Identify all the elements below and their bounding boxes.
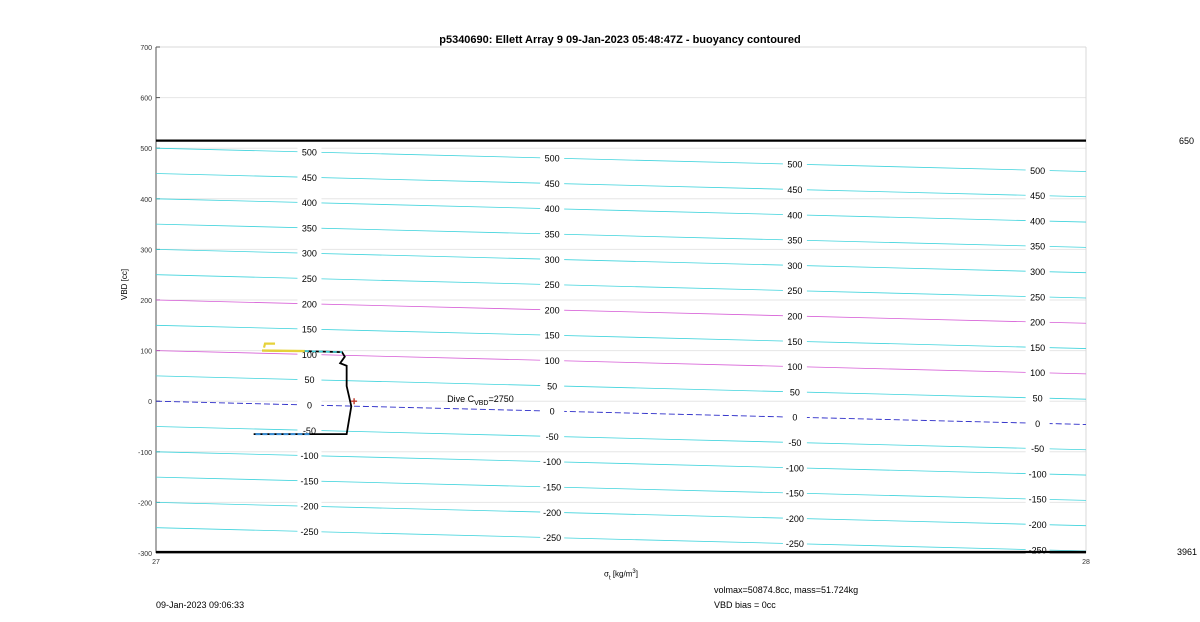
contour-line xyxy=(156,300,1086,323)
y-axis-label: VBD [cc] xyxy=(120,268,129,300)
contour-label: 50 xyxy=(1032,393,1043,404)
contour-line xyxy=(156,528,1086,551)
contour-label: 300 xyxy=(787,260,803,271)
contour-label: 0 xyxy=(792,412,798,423)
annotation-sub: VBD xyxy=(474,400,489,408)
contour-line xyxy=(156,376,1086,399)
contour-label: 250 xyxy=(301,274,317,285)
contour-label: 450 xyxy=(1030,191,1046,202)
y-tick-label: -300 xyxy=(137,551,152,558)
contour-label: -100 xyxy=(785,463,804,474)
contour-label: 100 xyxy=(787,362,803,373)
contour-line xyxy=(156,427,1086,450)
contour-label: -200 xyxy=(785,513,804,524)
y-tick-label: 500 xyxy=(140,146,152,154)
contour-label: 500 xyxy=(787,159,803,170)
contour-line xyxy=(156,174,1086,197)
contour-label: 500 xyxy=(1030,165,1046,176)
contour-line xyxy=(156,249,1086,272)
contour-label: 350 xyxy=(544,229,560,240)
contour-label: 100 xyxy=(301,349,317,360)
contour-label: -50 xyxy=(545,431,559,442)
contour-line xyxy=(156,452,1086,475)
top-line-right-label: 650 xyxy=(1179,136,1195,146)
contour-label: 250 xyxy=(787,286,803,297)
contour-line xyxy=(156,401,1086,424)
contour-label: 100 xyxy=(544,356,560,367)
dive-trace xyxy=(254,351,352,434)
bottom-line-right-label: 3961 xyxy=(1177,547,1198,557)
contour-label: 350 xyxy=(301,223,317,234)
contour-label: -150 xyxy=(543,482,562,493)
footer-volmax: volmax=50874.8cc, mass=51.724kg xyxy=(714,585,859,595)
contour-line xyxy=(156,325,1086,348)
contour-label: 50 xyxy=(304,375,315,386)
contour-label: -150 xyxy=(1028,494,1047,505)
contour-label: 0 xyxy=(1035,418,1041,429)
contour-label: 50 xyxy=(789,387,800,398)
contour-label: 300 xyxy=(301,248,317,259)
contour-label: -200 xyxy=(300,501,319,512)
x-tick-label: 27 xyxy=(152,559,160,566)
contour-label: -150 xyxy=(785,488,804,499)
contour-label: 400 xyxy=(301,198,317,209)
x-label-sub: t xyxy=(608,575,611,582)
contour-label: 100 xyxy=(1030,368,1046,379)
x-tick-label: 28 xyxy=(1082,559,1090,566)
contour-label: 250 xyxy=(1030,292,1046,303)
dive-cvbd-annotation xyxy=(447,394,514,407)
y-tick-label: -200 xyxy=(137,500,152,508)
y-tick-label: 100 xyxy=(140,348,152,356)
contour-label: 200 xyxy=(787,311,803,322)
contour-line xyxy=(156,275,1086,298)
contour-label: 400 xyxy=(544,204,560,215)
contour-line xyxy=(156,477,1086,500)
dive-marker xyxy=(351,398,357,404)
contour-label: -50 xyxy=(1031,444,1045,455)
footer-timestamp: 09-Jan-2023 09:06:33 xyxy=(156,600,245,610)
contour-label: 200 xyxy=(1030,317,1046,328)
contour-label: -150 xyxy=(300,476,319,487)
x-label-main: σ xyxy=(604,569,609,579)
contour-label: 450 xyxy=(544,178,560,189)
contour-label: 150 xyxy=(787,336,803,347)
contour-label: -200 xyxy=(1028,519,1047,530)
contour-line xyxy=(156,351,1086,374)
contour-label: 350 xyxy=(1030,241,1046,252)
contour-label: -50 xyxy=(788,437,802,448)
footer-vbd-bias: VBD bias = 0cc xyxy=(714,600,776,610)
annotation-post: =2750 xyxy=(488,394,514,405)
contour-label: 200 xyxy=(301,299,317,310)
contour-label: -250 xyxy=(543,533,562,544)
annotation-pre: Dive C xyxy=(447,394,475,405)
x-label-sup: 3 xyxy=(632,569,636,575)
contour-label: 250 xyxy=(544,280,560,291)
contour-label: -250 xyxy=(785,539,804,550)
contour-label: 450 xyxy=(301,172,317,183)
y-tick-label: 400 xyxy=(140,196,152,204)
contour-label: 450 xyxy=(787,184,803,195)
x-label-units: [kg/m xyxy=(610,569,633,579)
contour-label: 400 xyxy=(1030,216,1046,227)
contour-label: 150 xyxy=(1030,342,1046,353)
y-tick-label: -100 xyxy=(137,449,152,457)
contour-label: -200 xyxy=(543,507,562,518)
start-marker-trace xyxy=(264,344,275,348)
y-tick-label: 300 xyxy=(140,247,152,255)
contour-label: 150 xyxy=(544,330,560,341)
contour-label: 200 xyxy=(544,305,560,316)
contour-label: -100 xyxy=(543,457,562,468)
contour-line xyxy=(156,199,1086,222)
contour-label: -250 xyxy=(300,527,319,538)
contour-label: 50 xyxy=(547,381,558,392)
contour-label: 300 xyxy=(544,254,560,265)
contour-line xyxy=(156,224,1086,247)
contour-line xyxy=(156,502,1086,525)
contour-label: 300 xyxy=(1030,266,1046,277)
chart-title: p5340690: Ellett Array 9 09-Jan-2023 05:48:47Z - buoyancy contoured xyxy=(439,34,801,46)
contour-line xyxy=(156,148,1086,171)
y-tick-label: 200 xyxy=(140,298,152,305)
contour-label: 150 xyxy=(301,324,317,335)
y-tick-label: 0 xyxy=(148,399,152,407)
start-trace-segment xyxy=(262,351,305,352)
y-tick-label: 600 xyxy=(140,95,152,103)
contour-label: -100 xyxy=(300,451,319,462)
contour-label: 350 xyxy=(787,235,803,246)
y-tick-label: 700 xyxy=(140,45,152,52)
contour-label: -100 xyxy=(1028,469,1047,480)
contour-label: -250 xyxy=(1028,545,1047,556)
x-label-close: ] xyxy=(635,569,638,579)
contour-label: -50 xyxy=(302,425,316,436)
contour-label: 400 xyxy=(787,210,803,221)
contour-label: 500 xyxy=(301,147,317,158)
contour-label: 0 xyxy=(306,400,312,411)
contour-label: 500 xyxy=(544,153,560,164)
contour-label: 0 xyxy=(549,406,555,417)
